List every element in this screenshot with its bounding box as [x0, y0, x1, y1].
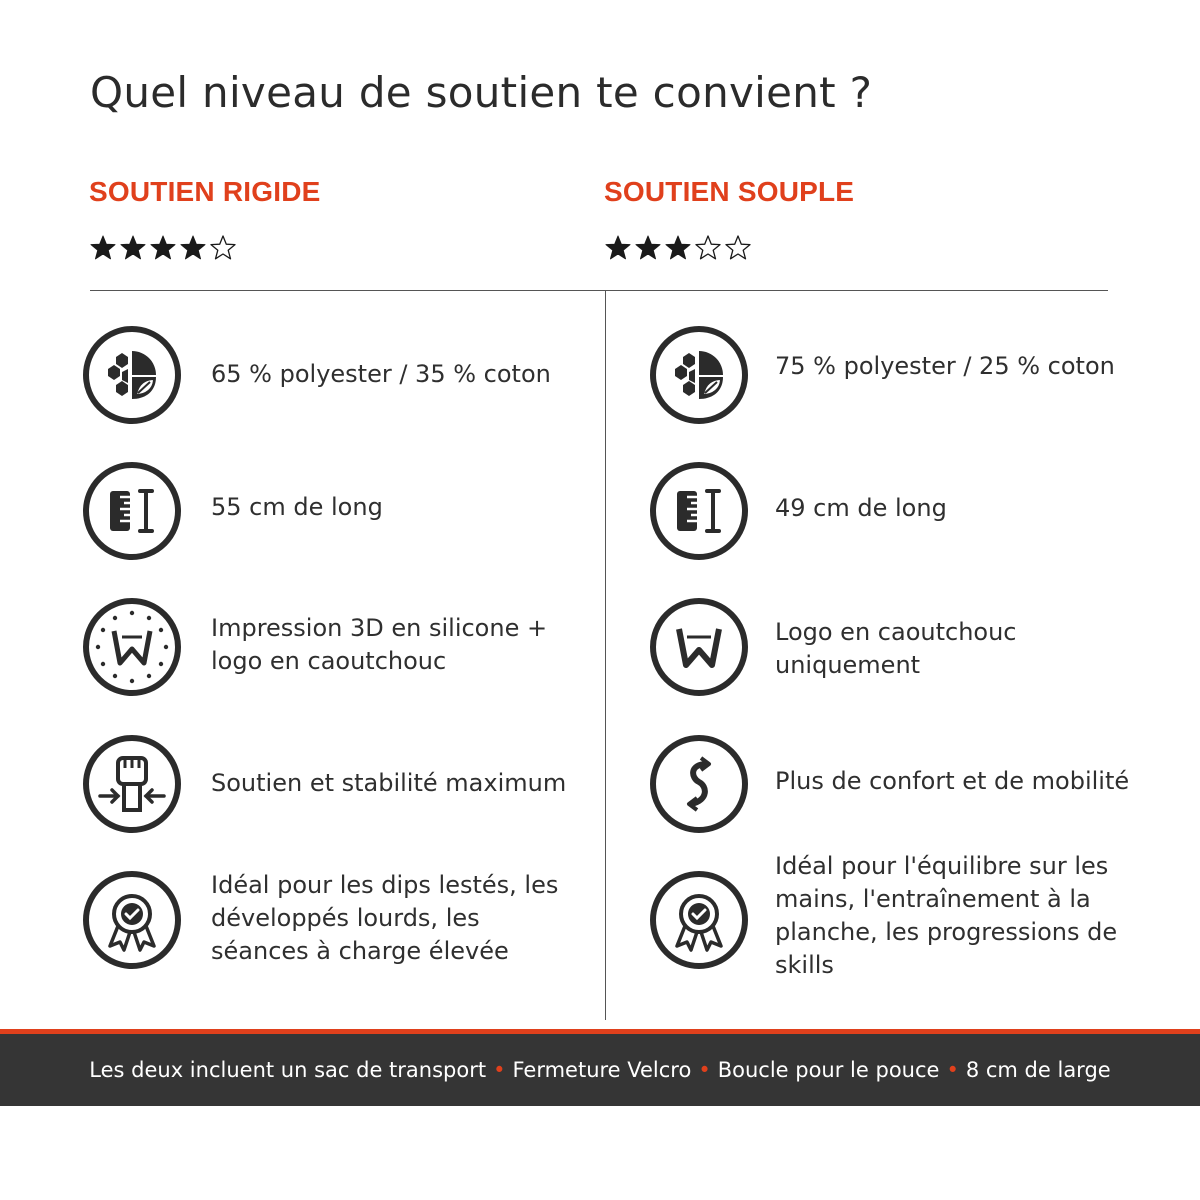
feature-text-line: 55 cm de long [211, 493, 383, 521]
star-empty-icon [724, 234, 752, 262]
header-divider [90, 290, 1108, 291]
feature-text-line: mains, l'entraînement à la [775, 885, 1091, 913]
footer-item: Les deux incluent un sac de transport [89, 1058, 487, 1082]
ruler-length-icon [649, 461, 749, 561]
feature-text-line: planche, les progressions de [775, 918, 1118, 946]
feature-text-line: Soutien et stabilité maximum [211, 769, 567, 797]
feature-text-line: skills [775, 951, 834, 979]
right-feature-comfort [775, 765, 1185, 798]
footer-bar [0, 1034, 1200, 1106]
logo-silicone-print-icon [82, 597, 182, 697]
award-badge-icon [649, 870, 749, 970]
fist-compression-icon [82, 734, 182, 834]
footer-separator: • [698, 1058, 711, 1082]
left-rating-stars [89, 234, 237, 262]
right-feature-logo [775, 616, 1175, 682]
right-feature-ideal [775, 850, 1185, 982]
feature-text-line: logo en caoutchouc [211, 647, 447, 675]
left-feature-print [211, 612, 591, 678]
ruler-length-icon [82, 461, 182, 561]
star-filled-icon [664, 234, 692, 262]
right-feature-length [775, 492, 1175, 525]
column-divider [605, 290, 606, 1020]
star-filled-icon [634, 234, 662, 262]
star-filled-icon [89, 234, 117, 262]
feature-text-line: Impression 3D en silicone + [211, 614, 548, 642]
page-title: Quel niveau de soutien te convient ? [90, 68, 873, 117]
feature-text-line: 49 cm de long [775, 494, 947, 522]
right-rating-stars [604, 234, 752, 262]
footer-item: Boucle pour le pouce [717, 1058, 940, 1082]
star-empty-icon [209, 234, 237, 262]
feature-text-line: Logo en caoutchouc [775, 618, 1017, 646]
left-feature-length [211, 491, 591, 524]
feature-text-line: séances à charge élevée [211, 937, 509, 965]
star-empty-icon [694, 234, 722, 262]
flex-arrow-icon [649, 734, 749, 834]
left-column-heading: SOUTIEN RIGIDE [89, 176, 321, 207]
feature-text-line: Plus de confort et de mobilité [775, 767, 1130, 795]
footer-item: 8 cm de large [965, 1058, 1111, 1082]
footer-item: Fermeture Velcro [512, 1058, 692, 1082]
fabric-leaf-icon [82, 325, 182, 425]
rubber-logo-icon [649, 597, 749, 697]
star-filled-icon [604, 234, 632, 262]
left-feature-composition [211, 358, 591, 391]
right-feature-composition [775, 350, 1175, 383]
award-badge-icon [82, 870, 182, 970]
right-column-heading: SOUTIEN SOUPLE [604, 176, 855, 207]
feature-text-line: Idéal pour les dips lestés, les [211, 871, 559, 899]
footer-separator: • [946, 1058, 959, 1082]
feature-text-line: Idéal pour l'équilibre sur les [775, 852, 1109, 880]
left-feature-support [211, 767, 591, 800]
left-feature-ideal [211, 869, 591, 968]
star-filled-icon [149, 234, 177, 262]
footer-separator: • [493, 1058, 506, 1082]
feature-text-line: développés lourds, les [211, 904, 480, 932]
star-filled-icon [119, 234, 147, 262]
feature-text-line: 65 % polyester / 35 % coton [211, 360, 551, 388]
feature-text-line: 75 % polyester / 25 % coton [775, 352, 1115, 380]
fabric-leaf-icon [649, 325, 749, 425]
feature-text-line: uniquement [775, 651, 921, 679]
star-filled-icon [179, 234, 207, 262]
